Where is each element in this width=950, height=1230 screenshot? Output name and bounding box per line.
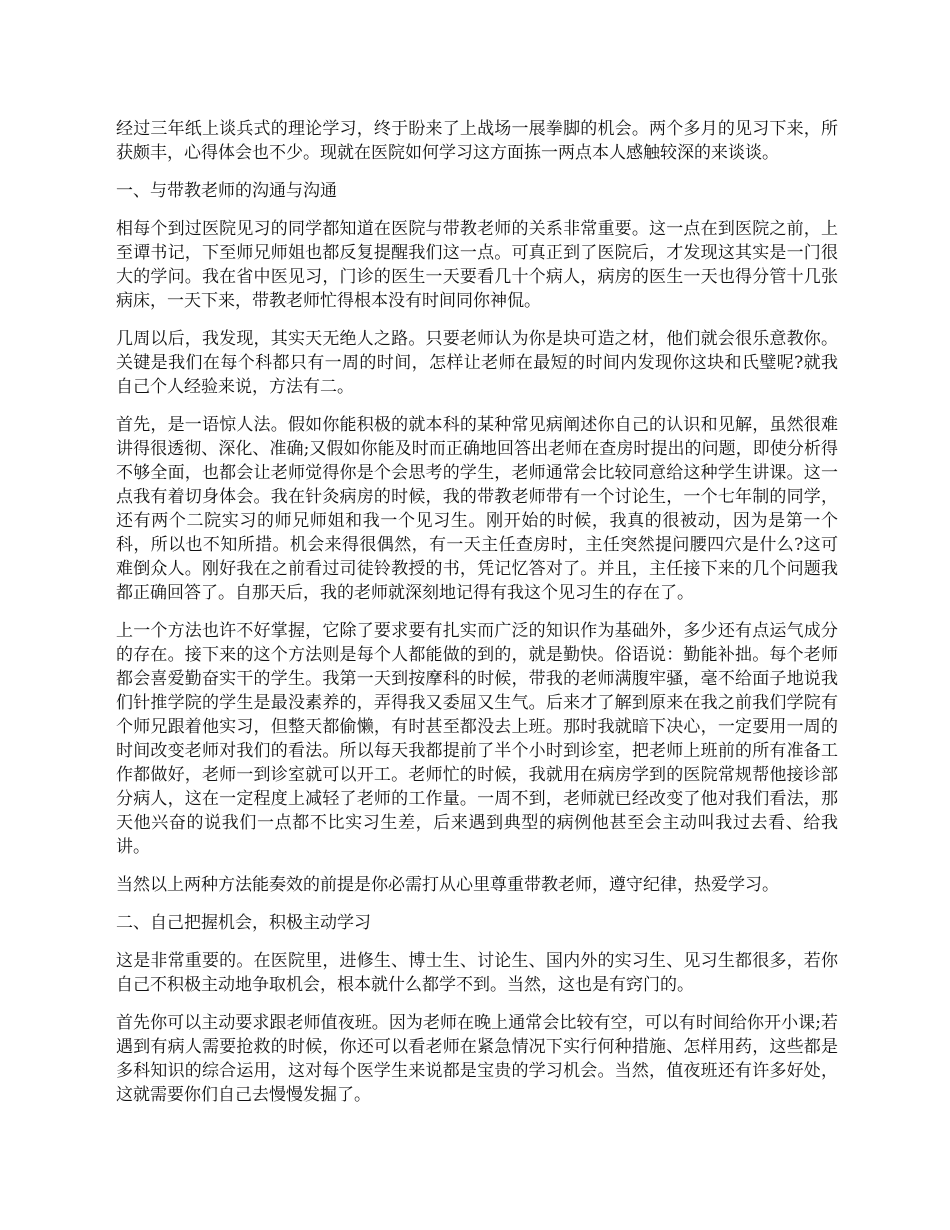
- body-paragraph: 几周以后，我发现，其实天无绝人之路。只要老师认为你是块可造之材，他们就会很乐意教你。关键是我们在每个科都只有一周的时间，怎样让老师在最短的时间内发现你这块和氏璧呢?就我自己个人经验来说，方法有二。: [116, 329, 838, 397]
- section-heading-2: 二、自己把握机会，积极主动学习: [116, 913, 371, 933]
- body-paragraph: 首先你可以主动要求跟老师值夜班。因为老师在晚上通常会比较有空，可以有时间给你开小课;若遇到有病人需要抢救的时候，你还可以看老师在紧急情况下实行何种措施、怎样用药，这些都是多科知识的综合运用，这对每个医学生来说都是宝贵的学习机会。当然，值夜班还有许多好处，这就需要你们自己去慢慢发掘了。: [116, 1013, 838, 1105]
- body-paragraph: 当然以上两种方法能奏效的前提是你必需打从心里尊重带教老师，遵守纪律，热爱学习。: [116, 875, 779, 895]
- document-page: [116, 117, 838, 1121]
- body-paragraph: 这是非常重要的。在医院里，进修生、博士生、讨论生、国内外的实习生、见习生都很多，若你自己不积极主动地争取机会，根本就什么都学不到。当然，这也是有窍门的。: [116, 951, 838, 995]
- body-paragraph: 上一个方法也许不好掌握，它除了要求要有扎实而广泛的知识作为基础外，多少还有点运气成分的存在。接下来的这个方法则是每个人都能做的到的，就是勤快。俗语说：勤能补拙。每个老师都会喜爱勤奋实干的学生。我第一天到按摩科的时候，带我的老师满腹牢骚，毫不给面子地说我们针推学院的学生是最没素养的，弄得我又委屈又生气。后来才了解到原来在我之前我们学院有个师兄跟着他实习，但整天都偷懒，有时甚至都没去上班。那时我就暗下决心，一定要用一周的时间改变老师对我们的看法。所以每天我都提前了半个小时到诊室，把老师上班前的所有准备工作都做好，老师一到诊室就可以开工。老师忙的时候，我就用在病房学到的医院常规帮他接诊部分病人，这在一定程度上减轻了老师的工作量。一周不到，老师就已经改变了他对我们看法，那天他兴奋的说我们一点都不比实习生差，后来遇到典型的病例他甚至会主动叫我过去看、给我讲。: [116, 621, 838, 857]
- section-heading-1: 一、与带教老师的沟通与沟通: [116, 181, 337, 201]
- body-paragraph: 相每个到过医院见习的同学都知道在医院与带教老师的关系非常重要。这一点在到医院之前，上至谭书记，下至师兄师姐也都反复提醒我们这一点。可真正到了医院后，才发现这其实是一门很大的学问。我在省中医见习，门诊的医生一天要看几十个病人，病房的医生一天也得分管十几张病床，一天下来，带教老师忙得根本没有时间同你神侃。: [116, 219, 838, 311]
- body-paragraph: 首先，是一语惊人法。假如你能积极的就本科的某种常见病阐述你自己的认识和见解，虽然很难讲得很透彻、深化、准确;又假如你能及时而正确地回答出老师在查房时提出的问题，即使分析得不够全面，也都会让老师觉得你是个会思考的学生，老师通常会比较同意给这种学生讲课。这一点我有着切身体会。我在针灸病房的时候，我的带教老师带有一个讨论生，一个七年制的同学，还有两个二院实习的师兄师姐和我一个见习生。刚开始的时候，我真的很被动，因为是第一个科，所以也不知所措。机会来得很偶然，有一天主任查房时，主任突然提问腰四穴是什么?这可难倒众人。刚好我在之前看过司徒铃教授的书，凭记忆答对了。并且，主任接下来的几个问题我都正确回答了。自那天后，我的老师就深刻地记得有我这个见习生的存在了。: [116, 415, 838, 603]
- intro-paragraph: 经过三年纸上谈兵式的理论学习，终于盼来了上战场一展拳脚的机会。两个多月的见习下来，所获颇丰，心得体会也不少。现就在医院如何学习这方面拣一两点本人感触较深的来谈谈。: [116, 119, 838, 163]
